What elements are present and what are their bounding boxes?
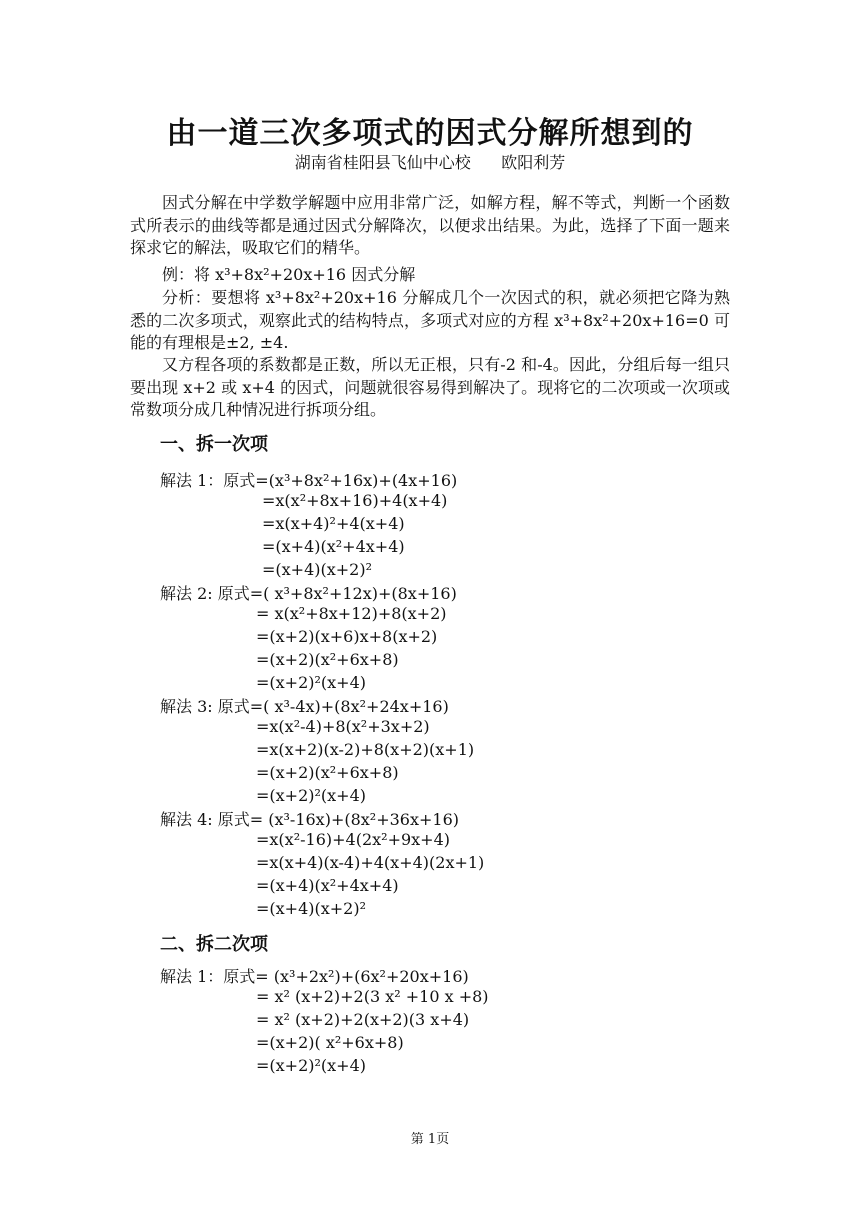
s1-method4-line: =(x+4)(x+2)² (256, 899, 367, 918)
s1-method3-line: =x(x+2)(x-2)+8(x+2)(x+1) (256, 740, 475, 759)
s2-method1-line: 解法 1：原式= (x³+2x²)+(6x²+20x+16) (160, 967, 469, 986)
s1-method4-line: =(x+4)(x²+4x+4) (256, 876, 399, 895)
author-line: 湖南省桂阳县飞仙中心校 欧阳利芳 (294, 153, 566, 172)
s1-method1-line: =x(x²+8x+16)+4(x+4) (262, 491, 448, 510)
s1-method1-line: =(x+4)(x+2)² (262, 560, 373, 579)
s1-method2-line: =(x+2)(x²+6x+8) (256, 650, 399, 669)
s1-method1-line: =(x+4)(x²+4x+4) (262, 537, 405, 556)
s2-method1-line: =(x+2)²(x+4) (256, 1056, 367, 1075)
section-heading-1: 一、拆一次项 (160, 434, 268, 455)
s1-method4-line: =x(x²-16)+4(2x²+9x+4) (256, 830, 450, 849)
s1-method4-line: 解法 4: 原式= (x³-16x)+(8x²+36x+16) (160, 810, 460, 829)
s1-method2-line: 解法 2: 原式=( x³+8x²+12x)+(8x+16) (160, 584, 457, 603)
page-number: 第 1页 (410, 1132, 450, 1147)
s1-method1-line: 解法 1：原式=(x³+8x²+16x)+(4x+16) (160, 471, 458, 490)
s1-method1-line: =x(x+4)²+4(x+4) (262, 514, 405, 533)
intro-paragraph: 因式分解在中学数学解题中应用非常广泛，如解方程，解不等式，判断一个函数式所表示的曲线等都是通过因式分解降次，以便求出结果。为此，选择了下面一题来探求它的解法，吸取它们的精华。 (130, 193, 730, 257)
s2-method1-line: = x² (x+2)+2(x+2)(3 x+4) (256, 1010, 470, 1029)
analysis-paragraph: 分析：要想将 x³+8x²+20x+16 分解成几个一次因式的积，就必须把它降为熟悉的二次多项式，观察此式的结构特点，多项式对应的方程 x³+8x²+20x+16=0 可能的有理根是±2, ±4. (130, 288, 730, 352)
s1-method2-line: =(x+2)²(x+4) (256, 673, 367, 692)
coefficient-paragraph: 又方程各项的系数都是正数，所以无正根，只有-2 和-4。因此，分组后每一组只要出现 x+2 或 x+4 的因式，问题就很容易得到解决了。现将它的二次项或一次项或常数项分成几种情况进行拆项分组。 (130, 355, 730, 419)
document-title: 由一道三次多项式的因式分解所想到的 (166, 116, 694, 151)
s2-method1-line: =(x+2)( x²+6x+8) (256, 1033, 404, 1052)
s1-method3-line: 解法 3: 原式=( x³-4x)+(8x²+24x+16) (160, 697, 449, 716)
s1-method3-line: =x(x²-4)+8(x²+3x+2) (256, 717, 430, 736)
s2-method1-line: = x² (x+2)+2(3 x² +10 x +8) (256, 987, 489, 1006)
s1-method4-line: =x(x+4)(x-4)+4(x+4)(2x+1) (256, 853, 485, 872)
s1-method3-line: =(x+2)²(x+4) (256, 786, 367, 805)
s1-method2-line: =(x+2)(x+6)x+8(x+2) (256, 627, 438, 646)
section-heading-2: 二、拆二次项 (160, 934, 268, 955)
example-paragraph: 例：将 x³+8x²+20x+16 因式分解 (162, 265, 416, 284)
s1-method2-line: = x(x²+8x+12)+8(x+2) (256, 604, 447, 623)
s1-method3-line: =(x+2)(x²+6x+8) (256, 763, 399, 782)
